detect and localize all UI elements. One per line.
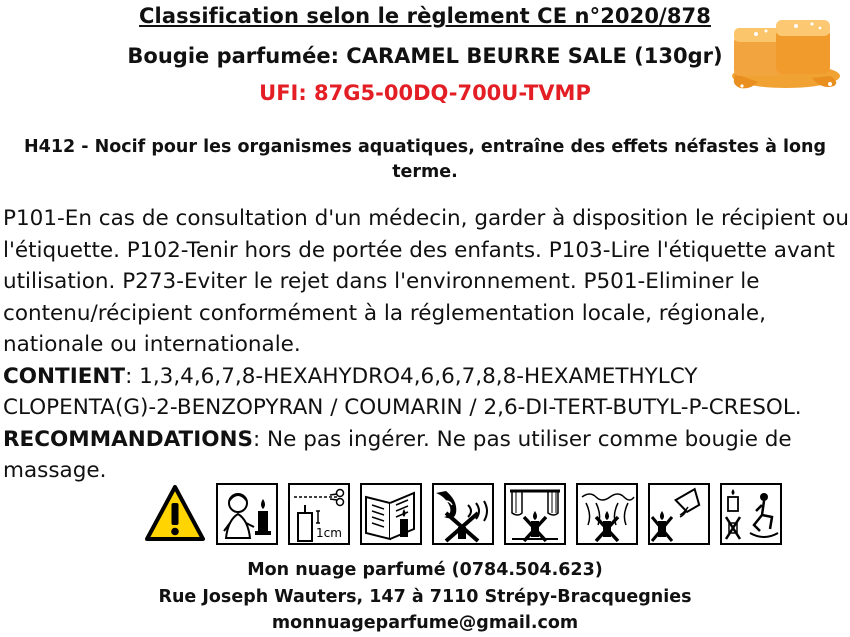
contains-section — [3, 361, 849, 424]
no-drafts-icon — [432, 483, 494, 545]
trim-wick-label: 1cm — [316, 526, 342, 540]
caramel-cubes-image — [726, 14, 842, 92]
recommendations-label: RECOMMANDATIONS — [3, 426, 253, 452]
recommendations-section — [3, 424, 849, 487]
contains-text: : 1,3,4,6,7,8-HEXAHYDRO4,6,6,7,8,8-HEXAMETHYLCY CLOPENTA(G)-2-BENZOPYRAN / COUMARIN / 2,6-DI-TERT-BUTYL-P-CRESOL. — [3, 363, 802, 420]
precautionary-statements: P101-En cas de consultation d'un médecin, garder à disposition le récipient ou l'étiquette. P102-Tenir hors de portée des enfants. P103-Lire l'étiquette avant utilisation. P273-Eviter le rejet dans l'environnement. P501-Eliminer le contenu/récipient conformément à la réglementation locale, régionale, nationale ou internationale. — [3, 206, 849, 357]
contains-label: CONTIENT — [3, 363, 126, 389]
trim-wick-1cm-icon — [288, 483, 350, 545]
recommendations-text: : Ne pas ingérer. Ne pas utiliser comme bougie de massage. — [3, 426, 792, 483]
document-title: Classification selon le règlement CE n°2020/878 — [139, 4, 711, 28]
read-instructions-icon — [360, 483, 422, 545]
label-body — [3, 203, 849, 487]
warning-triangle-icon — [144, 483, 206, 545]
away-from-curtains-icon — [504, 483, 566, 545]
company-name: Mon nuage parfumé (0784.504.623) — [247, 560, 603, 580]
keep-from-children-icon — [216, 483, 278, 545]
hazard-statement: H412 - Nocif pour les organismes aquatiques, entraîne des effets néfastes à long terme. — [24, 137, 826, 182]
company-email: monnuageparfume@gmail.com — [271, 613, 579, 633]
no-water-extinguish-icon — [648, 483, 710, 545]
ufi-code: UFI: 87G5-00DQ-700U-TVMP — [259, 81, 591, 105]
never-unattended-icon — [720, 483, 782, 545]
product-name: Bougie parfumée: CARAMEL BEURRE SALE (130gr) — [127, 44, 723, 68]
company-address: Rue Joseph Wauters, 147 à 7110 Strépy-Bracquegnies — [158, 587, 692, 607]
away-from-flammables-icon — [576, 483, 638, 545]
